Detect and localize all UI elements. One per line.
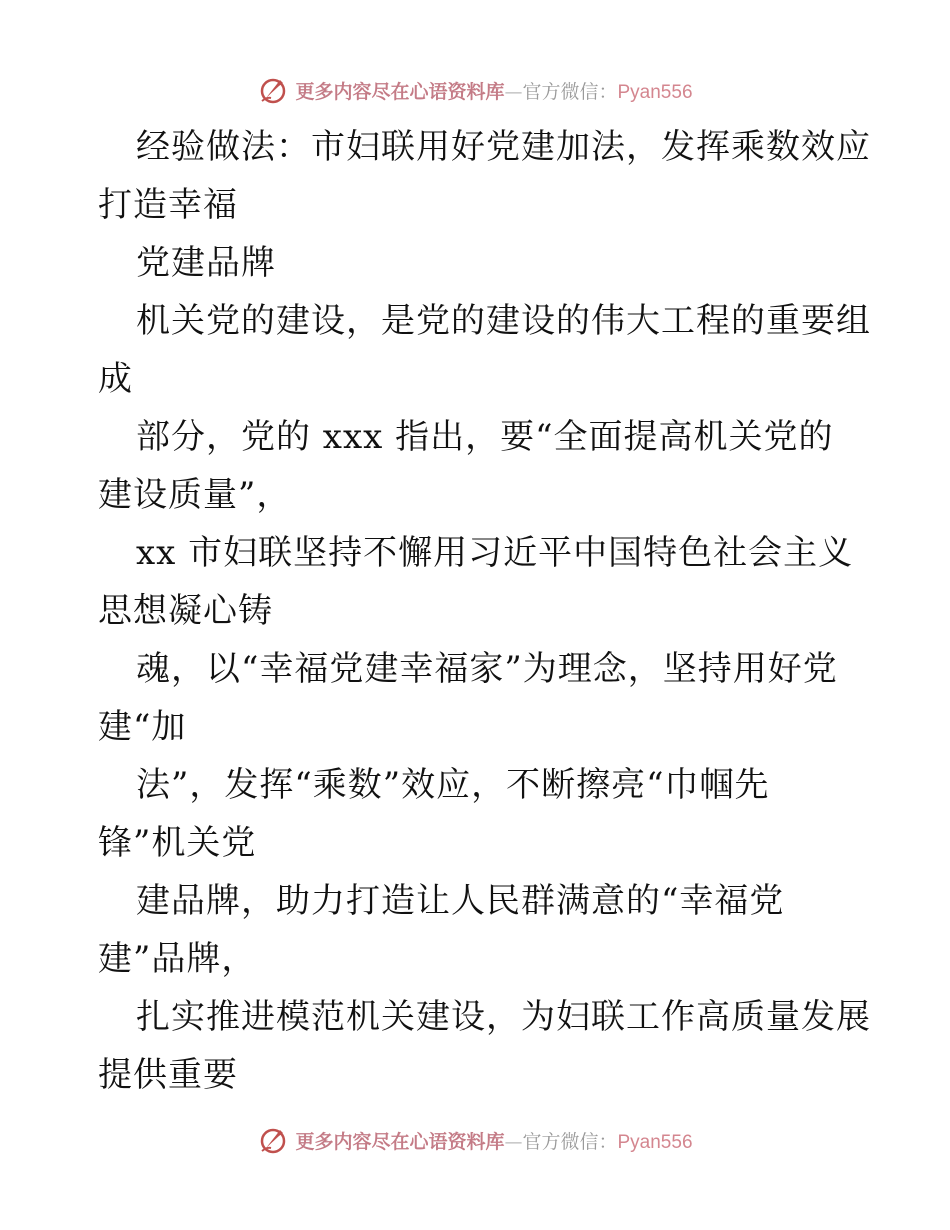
text-line: 经验做法：市妇联用好党建加法，发挥乘数效应 xyxy=(136,127,871,167)
banner-wechat-label: 官方微信： xyxy=(522,1130,618,1153)
text-line: 建“加 xyxy=(98,707,187,747)
text-line: 机关党的建设，是党的建设的伟大工程的重要组 xyxy=(136,301,871,341)
text-line: 部分，党的 xxx 指出，要“全面提高机关党的 xyxy=(136,417,834,457)
banner-wechat-id: Pyan556 xyxy=(617,1131,693,1153)
header-banner xyxy=(0,70,950,110)
text-line: 扎实推进模范机关建设，为妇联工作高质量发展 xyxy=(136,997,871,1037)
banner-main-text: 更多内容尽在心语资料库 xyxy=(295,1130,505,1153)
text-line: 成 xyxy=(98,359,133,399)
footer-banner xyxy=(0,1120,950,1160)
text-line: 打造幸福 xyxy=(98,185,238,225)
text-line: xx 市妇联坚持不懈用习近平中国特色社会主义 xyxy=(136,533,854,573)
text-line: 提供重要 xyxy=(98,1055,238,1095)
text-line: 锋”机关党 xyxy=(98,823,257,863)
banner-separator: — xyxy=(504,81,523,103)
banner-text xyxy=(295,77,692,104)
text-line: 建设质量”， xyxy=(98,475,292,515)
banner-main-text: 更多内容尽在心语资料库 xyxy=(295,80,505,103)
banner-wechat-label: 官方微信： xyxy=(522,80,618,103)
text-line: 建品牌，助力打造让人民群满意的“幸福党 xyxy=(136,881,785,921)
banner-wechat-id: Pyan556 xyxy=(617,81,693,103)
quill-logo-icon xyxy=(257,1124,289,1156)
quill-logo-icon xyxy=(257,74,289,106)
text-line: 思想凝心铸 xyxy=(98,591,273,631)
banner-text xyxy=(295,1127,692,1154)
document-body xyxy=(98,118,871,1104)
banner-separator: — xyxy=(504,1131,523,1153)
text-line: 魂，以“幸福党建幸福家”为理念，坚持用好党 xyxy=(136,649,838,689)
text-line: 建”品牌， xyxy=(98,939,257,979)
text-line: 党建品牌 xyxy=(136,243,276,283)
text-line: 法”，发挥“乘数”效应，不断擦亮“巾帼先 xyxy=(136,765,770,805)
